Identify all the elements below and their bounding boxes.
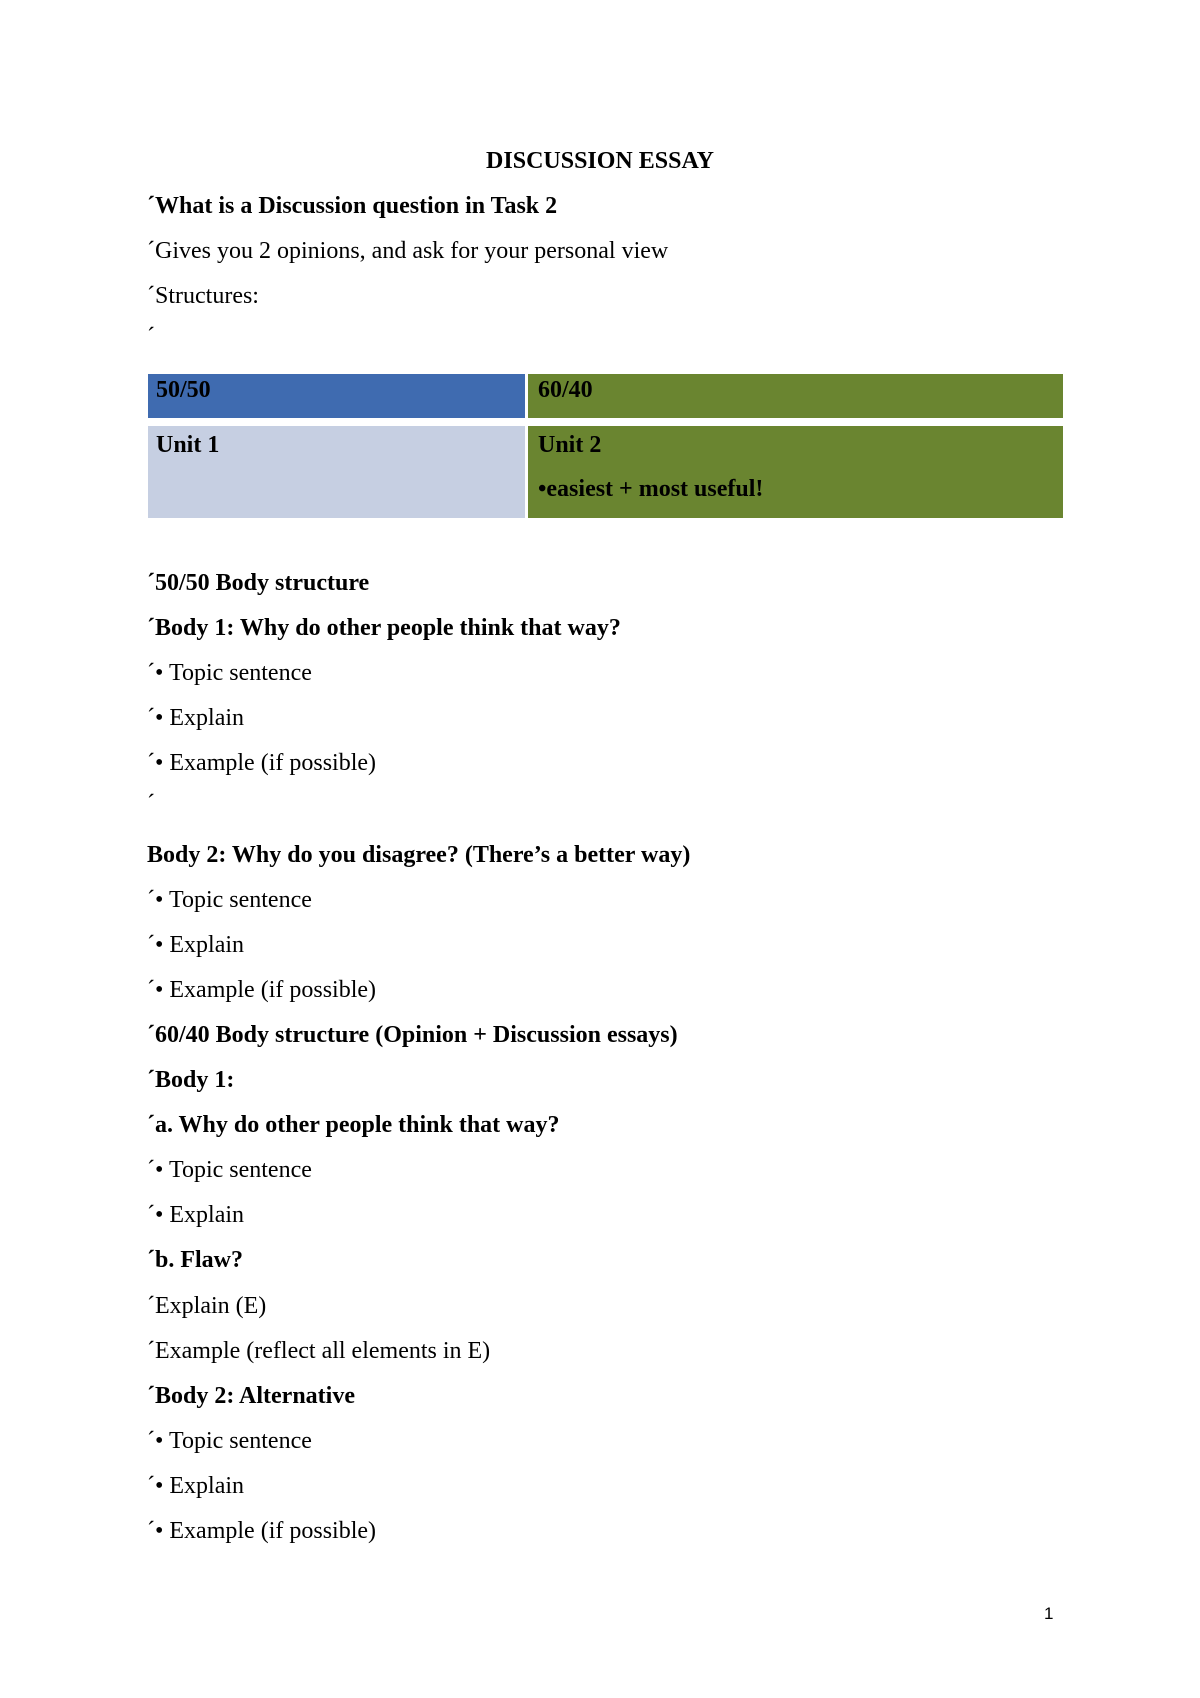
document-title: DISCUSSION ESSAY [486, 148, 714, 174]
section-6040-a: ´a. Why do other people think that way? [147, 1112, 560, 1138]
list-item: ´Example (reflect all elements in E) [147, 1338, 491, 1364]
page-number: 1 [1044, 1604, 1054, 1623]
list-item: ´• Explain [147, 705, 245, 731]
list-item: ´• Explain [147, 1202, 245, 1228]
intro-question: ´What is a Discussion question in Task 2 [147, 193, 558, 219]
list-item: ´• Explain [147, 932, 245, 958]
list-item: ´• Example (if possible) [147, 1518, 377, 1544]
list-item: ´• Example (if possible) [147, 977, 377, 1003]
tick-mark: ´ [147, 791, 155, 817]
section-5050-body2: Body 2: Why do you disagree? (There’s a better way) [147, 842, 691, 868]
section-6040-heading: ´60/40 Body structure (Opinion + Discussion essays) [147, 1022, 678, 1048]
table-cell-unit1 [148, 426, 525, 518]
unit1-label: Unit 1 [156, 432, 220, 458]
table-header-6040: 60/40 [528, 374, 1063, 418]
section-6040-body2: ´Body 2: Alternative [147, 1383, 355, 1409]
structures-label: ´Structures: [147, 283, 259, 309]
unit2-note: •easiest + most useful! [538, 476, 764, 502]
unit2-label: Unit 2 [538, 432, 602, 458]
list-item: ´• Topic sentence [147, 1157, 312, 1183]
list-item: ´Explain (E) [147, 1293, 267, 1319]
list-item: ´• Topic sentence [147, 887, 312, 913]
list-item: ´• Example (if possible) [147, 750, 377, 776]
intro-answer: ´Gives you 2 opinions, and ask for your personal view [147, 238, 669, 264]
list-item: ´• Explain [147, 1473, 245, 1499]
section-5050-heading: ´50/50 Body structure [147, 570, 370, 596]
table-cell-unit2 [528, 426, 1063, 518]
section-5050-body1: ´Body 1: Why do other people think that way? [147, 615, 621, 641]
section-6040-body1: ´Body 1: [147, 1067, 235, 1093]
list-item: ´• Topic sentence [147, 1428, 312, 1454]
table-header-5050: 50/50 [148, 374, 525, 418]
tick-mark: ´ [147, 324, 155, 350]
section-6040-b: ´b. Flaw? [147, 1247, 243, 1273]
list-item: ´• Topic sentence [147, 660, 312, 686]
